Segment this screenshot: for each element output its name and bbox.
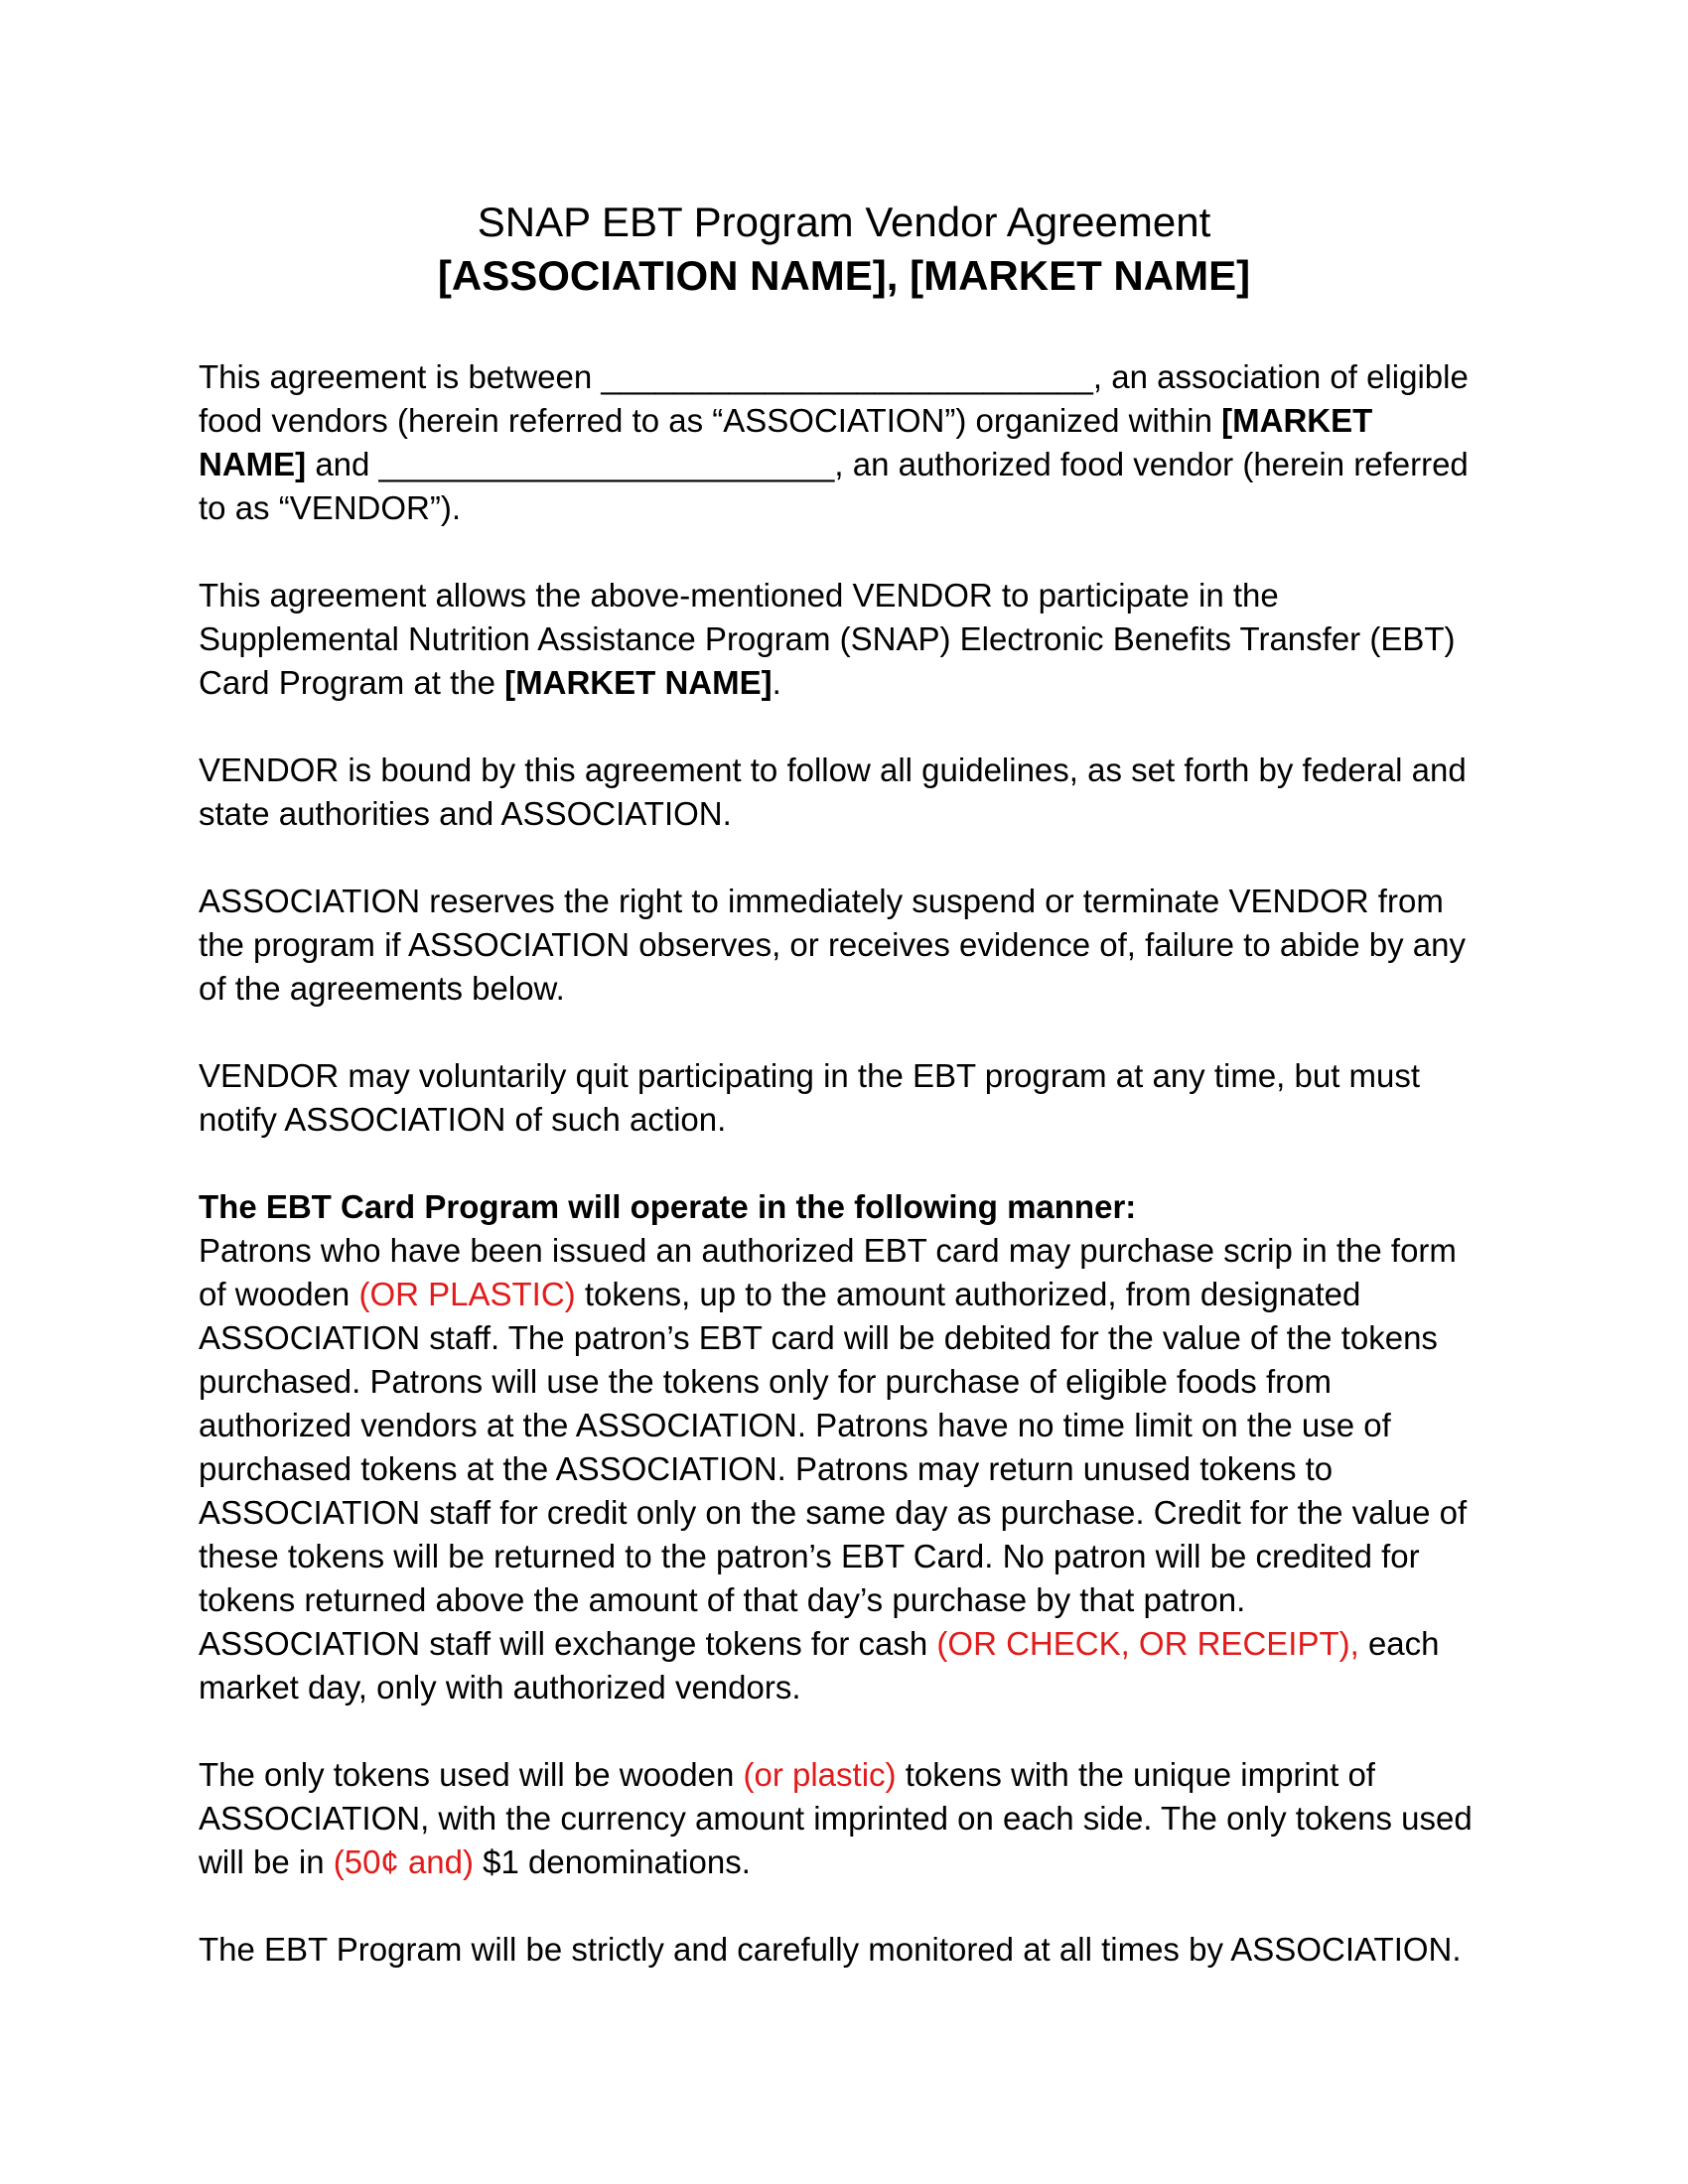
paragraph-voluntary-quit: [199, 1054, 1489, 1142]
optional-text: (OR CHECK, OR RECEIPT),: [936, 1625, 1359, 1662]
paragraph-line: The EBT Program will be strictly and carefully monitored at all times by ASSOCIATION.: [199, 1931, 1462, 1968]
paragraph-line: This agreement allows the above-mentioned VENDOR to participate in the: [199, 577, 1279, 614]
paragraph-line: these tokens will be returned to the patron’s EBT Card. No patron will be credited for: [199, 1538, 1420, 1574]
paragraph-line: ASSOCIATION, with the currency amount imprinted on each side. The only tokens used: [199, 1800, 1473, 1837]
text-run: .: [772, 664, 781, 701]
paragraph-line: tokens returned above the amount of that day’s purchase by that patron.: [199, 1581, 1246, 1618]
paragraph-line: ASSOCIATION staff for credit only on the same day as purchase. Credit for the value of: [199, 1494, 1468, 1531]
paragraph-line: VENDOR may voluntarily quit participating in the EBT program at any time, but must: [199, 1057, 1421, 1094]
text-run: food vendors (herein referred to as “ASSOCIATION”) organized within: [199, 402, 1222, 439]
paragraph-line: purchased tokens at the ASSOCIATION. Patrons may return unused tokens to: [199, 1450, 1334, 1487]
text-run: tokens with the unique imprint of: [896, 1756, 1375, 1793]
paragraph-token-type: [199, 1753, 1489, 1884]
paragraph-line: market day, only with authorized vendors.: [199, 1669, 801, 1706]
text-run: and _________________________, an authorized food vendor (herein referred: [306, 446, 1469, 482]
paragraph-line: [199, 443, 1489, 486]
paragraph-monitoring: [199, 1928, 1489, 1972]
optional-text: (OR PLASTIC): [358, 1276, 576, 1312]
text-run: of wooden: [199, 1276, 359, 1312]
paragraph-line: [199, 1841, 1489, 1884]
placeholder-market-name: NAME]: [199, 446, 307, 482]
paragraph-line: Supplemental Nutrition Assistance Program (SNAP) Electronic Benefits Transfer (EBT): [199, 620, 1456, 657]
text-run: will be in: [199, 1843, 334, 1880]
paragraph-line: of the agreements below.: [199, 970, 565, 1007]
paragraph-line: notify ASSOCIATION of such action.: [199, 1101, 727, 1138]
paragraph-line: purchased. Patrons will use the tokens only for purchase of eligible foods from: [199, 1363, 1332, 1400]
paragraph-parties: [199, 355, 1489, 530]
section-heading: The EBT Card Program will operate in the following manner:: [199, 1188, 1137, 1225]
paragraph-line: This agreement is between ___________________________, an association of eligible: [199, 358, 1469, 395]
paragraph-suspension: [199, 880, 1489, 1011]
text-run: Card Program at the: [199, 664, 505, 701]
paragraph-line: authorized vendors at the ASSOCIATION. Patrons have no time limit on the use of: [199, 1407, 1391, 1443]
text-run: tokens, up to the amount authorized, from designated: [575, 1276, 1361, 1312]
paragraph-purpose: [199, 574, 1489, 705]
text-run: $1 denominations.: [474, 1843, 751, 1880]
placeholder-market-name: [MARKET: [1221, 402, 1373, 439]
paragraph-line: the program if ASSOCIATION observes, or receives evidence of, failure to abide by any: [199, 926, 1466, 963]
text-run: The only tokens used will be wooden: [199, 1756, 744, 1793]
paragraph-line: to as “VENDOR”).: [199, 489, 462, 526]
paragraph-line: [199, 1273, 1489, 1316]
text-run: each: [1358, 1625, 1440, 1662]
paragraph-line: VENDOR is bound by this agreement to follow all guidelines, as set forth by federal and: [199, 751, 1467, 788]
paragraph-line: ASSOCIATION reserves the right to immediately suspend or terminate VENDOR from: [199, 883, 1444, 919]
document-page: [199, 0, 1489, 2184]
paragraph-line: [199, 1753, 1489, 1797]
paragraph-line: [199, 399, 1489, 443]
paragraph-program-operation: [199, 1185, 1489, 1709]
text-run: ASSOCIATION staff will exchange tokens for cash: [199, 1625, 937, 1662]
paragraph-line: ASSOCIATION staff. The patron’s EBT card will be debited for the value of the tokens: [199, 1319, 1438, 1356]
document-title: SNAP EBT Program Vendor Agreement: [477, 199, 1211, 245]
document-subtitle: [ASSOCIATION NAME], [MARKET NAME]: [437, 252, 1251, 299]
optional-text: (50¢ and): [333, 1843, 474, 1880]
placeholder-market-name: [MARKET NAME]: [504, 664, 773, 701]
optional-text: (or plastic): [743, 1756, 897, 1793]
paragraph-line: state authorities and ASSOCIATION.: [199, 795, 732, 832]
paragraph-line: [199, 661, 1489, 705]
paragraph-guidelines: [199, 749, 1489, 836]
paragraph-line: Patrons who have been issued an authorized EBT card may purchase scrip in the form: [199, 1232, 1457, 1269]
paragraph-line: [199, 1622, 1489, 1666]
